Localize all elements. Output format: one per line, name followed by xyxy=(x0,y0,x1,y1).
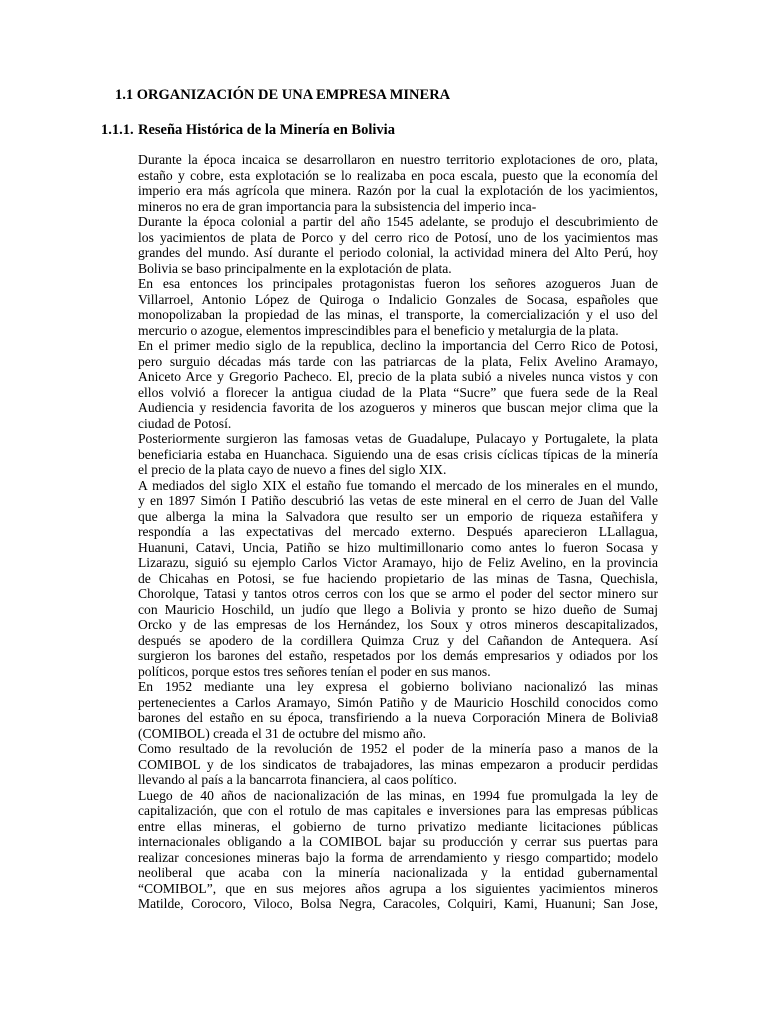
text-line: pero surguio décadas más tarde con las patriarcas de la plata, Felix Avelino Aramayo, xyxy=(138,353,658,369)
text-line: que alberga la mina la Salvadora que resulto ser un emporio de riqueza estañifera y xyxy=(138,508,658,524)
text-line: ellos volvió a florecer la antigua ciudad de la Plata “Sucre” que fuera sede de la Real xyxy=(138,384,658,400)
text-line: realizar concesiones mineras bajo la forma de arrendamiento y riesgo compartido; modelo xyxy=(138,849,658,865)
text-line: barones del estaño en su época, transfiriendo a la nueva Corporación Minera de Bolivia8 xyxy=(138,710,658,725)
text-line: En esa entonces los principales protagonistas fueron los señores azogueros Juan de xyxy=(138,276,658,291)
text-line: llevando al país a la bancarrota financiera, al caos político. xyxy=(138,772,457,787)
text-line: neoliberal que acaba con la minería nacionalizada y la entidad gubernamental xyxy=(138,865,658,880)
text-line: de Chicahas en Potosi, se fue haciendo propietario de las minas de Tasna, Quechisla, xyxy=(138,570,658,586)
text-line: En el primer medio siglo de la republica, declino la importancia del Cerro Rico de Potosi, xyxy=(138,338,658,353)
text-line: Bolivia se baso principalmente en la explotación de plata. xyxy=(138,260,452,276)
text-line: imperio era más agrícola que minera. Razón por la cual la explotación de los yacimientos, xyxy=(138,183,658,198)
subsection-heading xyxy=(101,121,395,139)
section-heading: 1.1 ORGANIZACIÓN DE UNA EMPRESA MINERA xyxy=(115,87,451,103)
text-line: Como resultado de la revolución de 1952 el poder de la minería paso a manos de la xyxy=(138,741,658,756)
text-line: Aniceto Arce y Gregorio Pacheco. El, precio de la plata subió a niveles nunca vistos y con xyxy=(138,369,658,384)
text-line: grandes del mundo. Así durante el periodo colonial, la actividad minera del Alto Perú, hoy xyxy=(138,245,658,260)
text-line: Audiencia y residencia favorita de los azogueros y mineros que buscan mejor clima que la xyxy=(138,400,658,415)
subsection-number: 1.1.1. xyxy=(101,122,134,138)
text-line: Durante la época incaica se desarrollaron en nuestro territorio explotaciones de oro, plata, xyxy=(138,152,658,167)
text-line: Durante la época colonial a partir del año 1545 adelante, se produjo el descubrimiento de xyxy=(138,214,658,229)
text-line: “COMIBOL”, que en sus mejores años agrupa a los siguientes yacimientos mineros xyxy=(138,880,658,896)
text-line: con Mauricio Hoschild, un judío que llego a Bolivia y pronto se hizo dueño de Sumaj xyxy=(138,601,658,617)
text-line: ciudad de Potosí. xyxy=(138,415,232,431)
text-line: capitalización, que con el rotulo de mas capitales e inversiones para las empresas públicas xyxy=(138,803,658,818)
text-line: Chorolque, Tatasi y tantos otros cerros con los que se armo el poder del sector minero sur xyxy=(138,586,658,601)
text-line: entre ellas mineras, el gobierno de turno privatizo mediante licitaciones públicas xyxy=(138,818,658,834)
text-line: A mediados del siglo XIX el estaño fue tomando el mercado de los minerales en el mundo, xyxy=(138,477,658,493)
text-line: internacionales obligando a la COMIBOL bajar su producción y cerrar sus puertas para xyxy=(138,834,658,849)
text-line: después se apodero de la cordillera Quimza Cruz y del Cañandon de Antequera. Así xyxy=(138,632,658,648)
text-line: Lizarazu, siguió su ejemplo Carlos Victor Aramayo, hijo de Feliz Avelino, en la provincia xyxy=(138,555,658,570)
text-line: beneficiaria estaba en Huanchaca. Siguiendo una de esas crisis cíclicas típicas de la minería xyxy=(138,446,658,462)
text-line: (COMIBOL) creada el 31 de octubre del mismo año. xyxy=(138,725,427,741)
text-line: surgieron los barones del estaño, respetados por los demás empresarios y odiados por los xyxy=(138,648,658,663)
text-line: Villarroel, Antonio López de Quiroga o Indalicio Gonzales de Socasa, españoles que xyxy=(138,291,658,307)
text-line: políticos, porque estos tres señores tenían el poder en sus manos. xyxy=(138,663,491,679)
text-line: el precio de la plata cayo de nuevo a fines del siglo XIX. xyxy=(138,462,447,477)
text-line: monopolizaban la propiedad de las minas, el transporte, la comercialización y el uso del xyxy=(138,307,658,322)
text-line: los yacimientos de plata de Porco y del cerro rico de Potosí, uno de los yacimientos mas xyxy=(138,229,658,245)
text-line: estaño y cobre, esta explotación se lo realizaba en poca escala, puesto que la economía del xyxy=(138,167,658,183)
text-line: Orcko y de las empresas de los Hernández, los Soux y otros mineros descapitalizados, xyxy=(138,617,658,632)
text-line: Matilde, Corocoro, Viloco, Bolsa Negra, Caracoles, Colquiri, Kami, Huanuni; San Jose, xyxy=(138,896,658,911)
text-line: Posteriormente surgieron las famosas vetas de Guadalupe, Pulacayo y Portugalete, la plata xyxy=(138,431,658,446)
text-line: respondía a las expectativas del mercado externo. Después aparecieron LLallagua, xyxy=(138,524,658,539)
text-line: Huanuni, Catavi, Uncia, Patiño se hizo multimillonario como antes lo fueron Socasa y xyxy=(138,539,658,555)
text-line: mercurio o azogue, elementos imprescindibles para el beneficio y metalurgia de la plata. xyxy=(138,322,619,338)
text-line: En 1952 mediante una ley expresa el gobierno boliviano nacionalizó las minas xyxy=(138,679,658,694)
subsection-title: Reseña Histórica de la Minería en Bolivia xyxy=(138,122,395,138)
text-line: COMIBOL y de los sindicatos de trabajadores, las minas empezaron a producir perdidas xyxy=(138,756,658,772)
text-line: mineros no era de gran importancia para la subsistencia del imperio inca- xyxy=(138,198,537,214)
text-line: pertenecientes a Carlos Aramayo, Simón Patiño y de Mauricio Hoschild conocidos como xyxy=(138,694,658,710)
text-line: Luego de 40 años de nacionalización de las minas, en 1994 fue promulgada la ley de xyxy=(138,787,658,803)
text-line: y en 1897 Simón I Patiño descubrió las vetas de este mineral en el cerro de Juan del Valle xyxy=(138,493,658,508)
body-text xyxy=(138,152,658,912)
